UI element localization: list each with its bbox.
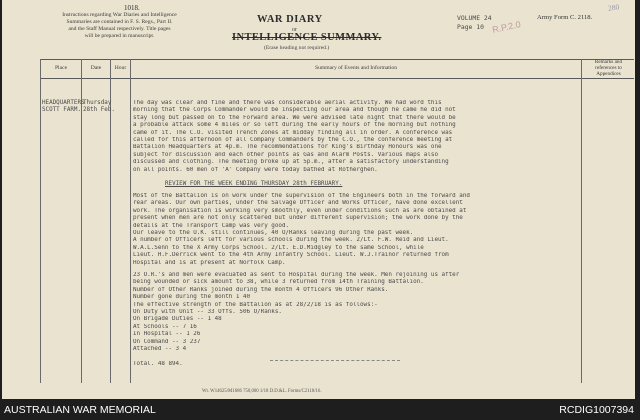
text-line: Our leave to the U.K. still continues, 40 O/Ranks leaving during the past week. [133,229,414,236]
text-line: Hospital and is at present at Norfolk Camp. [133,259,286,266]
column-header-place: Place [54,65,68,71]
archive-stamp: R.P.2.0 [491,19,522,35]
remarks-header-line: references to [595,65,622,72]
archive-reference: RCDIG1007394 [559,404,634,416]
title-note: (Erase heading not required.) [264,45,330,51]
title-war-diary: WAR DIARY [257,14,323,25]
text-line: On Command -- 3 237 [133,338,201,345]
text-line: on all points. 60 men of 'A' Company were today bathed at Rotherghen. [133,166,378,173]
volume-number: VOLUME 24 [457,14,492,22]
col-divider-remarks [581,59,582,383]
text-line: Battalion Headquarters at 4p.m. The recommendations for King's Birthday Honours was one [133,144,442,151]
text-line: Total. 48 894. [133,360,183,367]
instruction-line: Summaries are contained in F. S. Regs., Part II. [66,19,173,25]
text-line: In Hospital -- 1 26 [133,331,201,338]
text-line: On Duty with Unit -- 33 Offs. 506 O/Ranks. [133,308,282,315]
text-line: At Schools -- 7 16 [133,323,197,330]
text-line: Attached -- 3 4 [133,345,187,352]
text-line: a probable attack some 4 miles or so left during the early hours of the morning but nothing [133,122,456,129]
archive-name: AUSTRALIAN WAR MEMORIAL [4,404,156,416]
text-line: The day was clear and fine and there was considerable aerial activity. We had word this [133,100,442,106]
form-number: 1018. [124,4,140,12]
text-line: W.A.L.Senn to the X Army Corps School. 2/Lt. E.D.Midgley to the same School, while [133,244,424,251]
entry-date [83,100,115,115]
text-line: On Brigade Duties -- 1 48 [133,316,222,323]
text-line: being wounded or sick amount to 38, while 3 returned from 14th Training Battalion. [133,279,424,286]
printer-imprint: Wt. W14625/M1686 750,000 1/18 D.D.&L. Forms/C2118/16. [202,389,322,394]
text-line: subject for discussion and each other points as Gas and Alarm Posts. Various maps also [133,151,438,158]
text-line: Lieut. H.F.Derrick went to the 4th Army Infantry School. Lieut. W.J.Trainor returned from [133,252,449,259]
instruction-line: Instructions regarding War Diaries and Intelligence [62,12,177,18]
column-header-date: Date [90,65,102,71]
archive-footer [0,399,640,420]
place-line: HEADQUARTERS [42,100,85,106]
text-line: details at the Transport Camp was very good. [133,222,290,229]
war-diary-page [2,0,635,399]
text-line: came of it. The C.O. visited Trench Zones at midday finding all in order. A conference was [133,129,453,136]
column-header-summary: Summary of Events and Information [314,65,398,71]
instruction-line: will be prepared in manuscript. [84,33,155,39]
text-line: Number of Other Ranks joined during the month 4 Officers 96 Other Ranks. [133,286,389,293]
date-line: 28th Feb. [83,107,115,114]
remarks-header-line: Appendices [596,71,621,78]
column-header-hour: Hour [114,65,127,71]
text-line: Most of the Battalion is on work under the supervision of the Engineers both in the forward and [133,193,470,199]
instruction-line: and the Staff Manual respectively. Title pages [68,26,171,32]
instructions-block [42,12,197,40]
date-line: Thursday [83,100,112,106]
title-intelligence-summary: INTELLIGENCE SUMMARY. [232,32,382,43]
corner-page-number: 280 [607,2,620,13]
summary-paragraph-3 [133,272,459,368]
text-line: stay long but passed on to the Forward area. We were advised late night that there would be [133,114,456,121]
text-line: Number gone during the month 1 40 [133,294,251,301]
page-number: Page 10 [457,23,484,31]
text-line: called for this afternoon of all Company Commanders by the C.O., the conference meeting at [133,136,453,143]
left-border [40,59,41,383]
summary-paragraph-2 [133,193,470,267]
entry-place [42,100,85,115]
text-line: work. The organisation is working very smoothly, even under conditions such as are obtained at [133,207,467,214]
place-line: SCOTT FARM. [42,107,82,114]
col-divider-hour [130,59,131,383]
text-line: The effective strength of the Battalion as at 28/2/18 is as follows:- [133,301,378,308]
army-form-number: Army Form C. 2118. [537,14,593,21]
text-line: 23 O.R.'s and men were evacuated as sent to Hospital during the week. Men rejoining us after [133,272,460,278]
column-header-remarks [582,59,635,78]
text-line: rear areas. Our own parties, under the Salvage Officer and Works Officer, have done excellent [133,200,463,207]
text-line: A number of Officers left for various schools during the week. 2/Lt. F.W. Reid and Lieut. [133,237,449,244]
summary-paragraph-1 [133,100,456,174]
total-rule [270,360,400,361]
remarks-header-line: Remarks and [594,59,623,65]
text-line: discussed and clothing. The meeting broke up at 5p.m., after a satisfactory understanding [133,159,449,166]
text-line: morning that the Corps Commander would be inspecting our area and though he came he did not [133,107,456,114]
text-line: present when men are not only scattered but under different supervision; the work done by the [133,215,463,222]
section-heading: REVIEW FOR THE WEEK ENDING THURSDAY 28th FEBRUARY. [165,181,343,187]
title-or: or [292,27,297,33]
